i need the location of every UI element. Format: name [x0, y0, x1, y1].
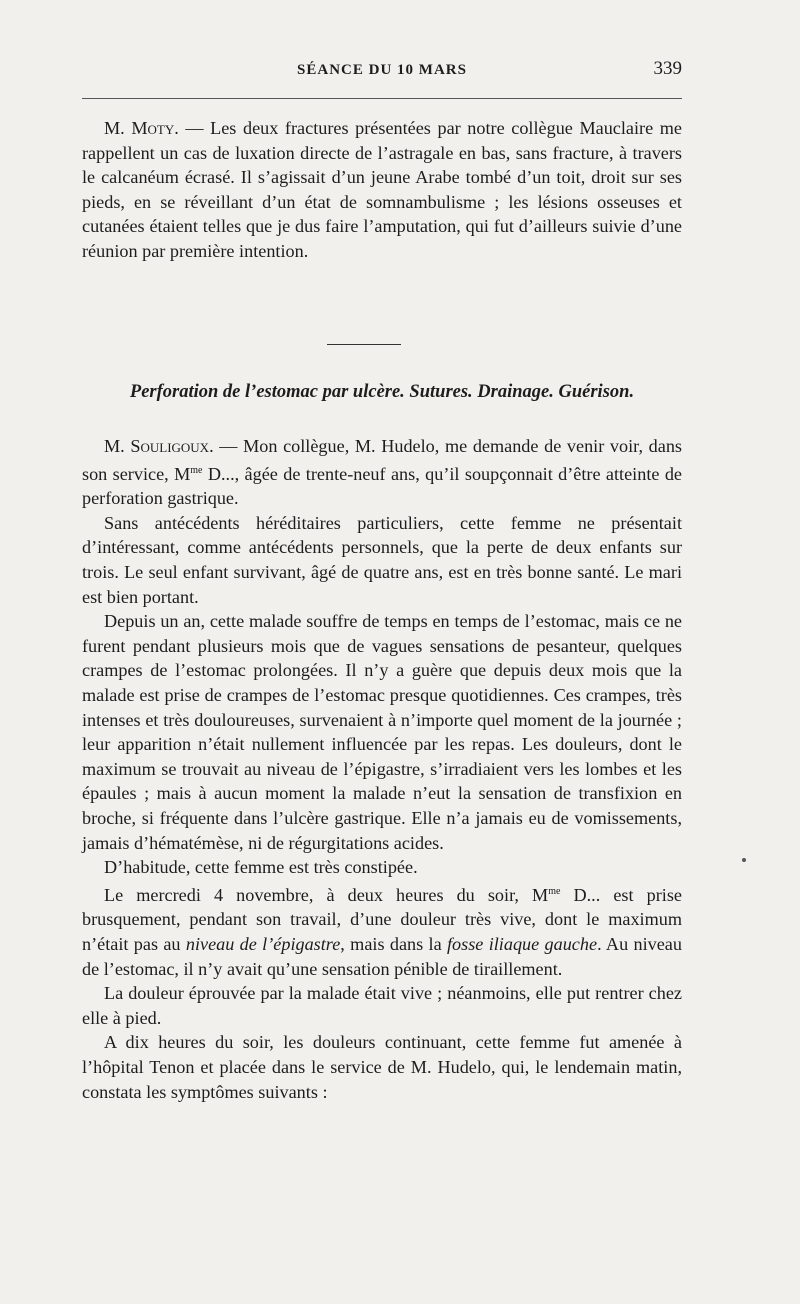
- section-separator: [327, 344, 401, 345]
- p5-text-d: . Au niveau de l’estomac, il n’y avait qu’une sensation pénible de tiraillement.: [82, 934, 682, 979]
- header-rule: [82, 98, 682, 99]
- paragraph-1: [82, 434, 682, 511]
- running-header: [82, 58, 682, 88]
- section-heading: Perforation de l’estomac par ulcère. Sutures. Drainage. Guérison.: [129, 382, 635, 402]
- p5-text-c: , mais dans la: [340, 934, 447, 954]
- moty-intervention: [82, 116, 682, 264]
- margin-speck: [742, 858, 746, 862]
- speaker-souligoux: M. Souligoux.: [104, 436, 214, 456]
- paragraph-5: [82, 880, 682, 981]
- paragraph-7: A dix heures du soir, les douleurs continuant, cette femme fut amenée à l’hôpital Tenon et placée dans le service de M. Hudelo, qui, le lendemain matin, constata les symptômes suivants :: [82, 1032, 682, 1102]
- moty-text: — Les deux fractures présentées par notre collègue Mauclaire me rappellent un cas de luxation directe de l’astragale en bas, sans fracture, à travers le calcanéum écrasé. Il s’agissait d’un jeune Arabe tombé d’un toit, droit sur ses pieds, en se réveillant d’un état de somnambulisme ; les lésions osseuses et cutanées étaient telles que je dus faire l’amputation, qui fut d’ailleurs suivie d’une réunion par première intention.: [82, 118, 682, 261]
- running-title: SÉANCE DU 10 MARS: [297, 62, 467, 78]
- p5-italic-fosse: fosse iliaque gauche: [446, 934, 598, 954]
- paragraph-4: D’habitude, cette femme est très constipée.: [104, 857, 418, 878]
- p5-text-a: Le mercredi 4 novembre, à deux heures du soir, M: [104, 884, 549, 905]
- p1-superscript: me: [190, 464, 203, 476]
- p5-text-b: D... est prise brusquement, pendant son travail, d’une douleur très vive, dont le maximum n’était pas au: [82, 884, 682, 954]
- p1-text-b: D..., âgée de trente-neuf ans, qu’il soupçonnait d’être atteinte de perforation gastrique.: [82, 463, 682, 509]
- souligoux-body: [82, 434, 682, 1104]
- page-number: 339: [653, 58, 682, 79]
- paragraph-6: La douleur éprouvée par la malade était vive ; néanmoins, elle put rentrer chez elle à pied.: [82, 983, 682, 1028]
- p1-text-a: — Mon collègue, M. Hudelo, me demande de venir voir, dans son service, M: [82, 436, 683, 484]
- p5-superscript: me: [548, 885, 561, 897]
- moty-paragraph: [82, 116, 682, 264]
- paragraph-3: Depuis un an, cette malade souffre de temps en temps de l’estomac, mais ce ne furent pendant plusieurs mois que de vagues sensations de pesanteur, quelques crampes de l’estomac prolongées. Il n’y a guère que depuis deux mois que la malade est prise de crampes de l’estomac presque quotidiennes. Ces crampes, très intenses et très douloureuses, survenaient à n’importe quel moment de la journée ; leur apparition n’était nullement influencée par les repas. Les douleurs, dont le maximum se trouvait au niveau de l’épigastre, s’irradiaient vers les lombes et les épaules ; mais à aucun moment la malade n’eut la sensation de transfixion en broche, si fréquente dans l’ulcère gastrique. Elle n’a jamais eu de vomissements, jamais d’hématémèse, ni de régurgitations acides.: [82, 611, 682, 853]
- speaker-moty: M. Moty.: [104, 118, 179, 138]
- p5-italic-epigastre: niveau de l’épigastre: [185, 934, 341, 954]
- paragraph-2: Sans antécédents héréditaires particuliers, cette femme ne présentait d’intéressant, comme antécédents personnels, que la perte de deux enfants sur trois. Le seul enfant survivant, âgé de quatre ans, est en très bonne santé. Le mari est bien portant.: [82, 512, 682, 607]
